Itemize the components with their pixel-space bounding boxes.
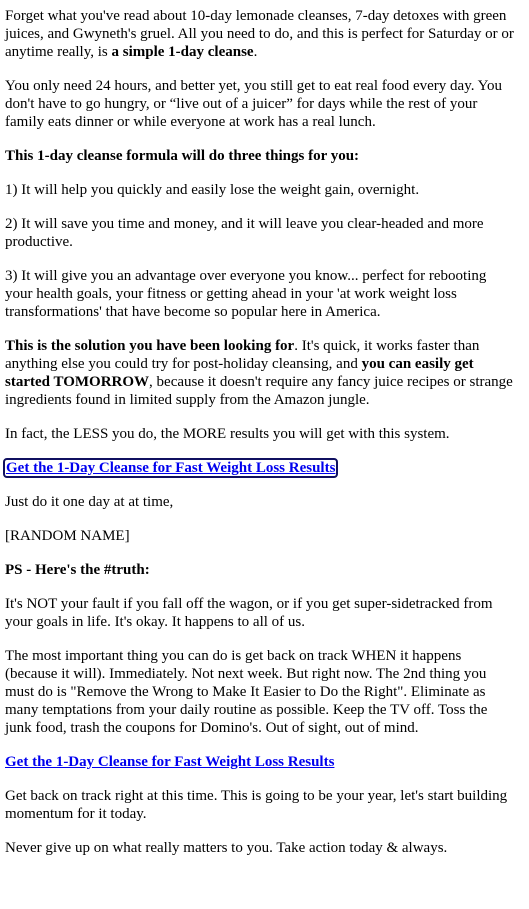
solution-text-1: . It's quick, it works faster than anything else you could try for post-holiday cleansing, and [5, 338, 480, 372]
intro-paragraph [5, 7, 514, 61]
ps-heading [5, 561, 514, 579]
benefits-heading-text: This 1-day cleanse formula will do three things for you: [5, 148, 360, 164]
ps-heading-text: PS - Here's the #truth: [5, 562, 150, 578]
intro-emphasis: a simple 1-day cleanse [111, 44, 254, 60]
never-give-up-paragraph: Never give up on what really matters to you. Take action today & always. [5, 840, 448, 856]
solution-text-2: , because it doesn't require any fancy juice recipes or strange ingredients found in limited supply from the Amazon jungle. [5, 374, 513, 408]
solution-paragraph [5, 337, 514, 409]
back-on-track-paragraph: Get back on track right at this time. This is going to be your year, let's start building momentum for it today. [5, 788, 508, 822]
benefit-3: 3) It will give you an advantage over everyone you know... perfect for rebooting your health goals, your fitness or getting ahead in your 'at work weight loss transformations' that have become so popular here in America. [5, 268, 487, 320]
benefits-heading [5, 147, 514, 165]
intro-period: . [253, 44, 258, 60]
one-day-paragraph: Just do it one day at at time, [5, 494, 174, 510]
ps-paragraph-1: It's NOT your fault if you fall off the wagon, or if you get super-sidetracked from your goals in life. It's okay. It happens to all of us. [5, 596, 493, 630]
cta-link-2[interactable]: Get the 1-Day Cleanse for Fast Weight Loss Results [5, 754, 335, 770]
cta-link-1[interactable]: Get the 1-Day Cleanse for Fast Weight Loss Results [6, 460, 336, 476]
signature: [RANDOM NAME] [5, 528, 130, 544]
solution-bold-1: This is the solution you have been looking for [5, 338, 295, 354]
real-food-paragraph: You only need 24 hours, and better yet, you still get to eat real food every day. You don't have to go hungry, or “live out of a juicer” for days while the rest of your family eats dinner or while everyone at work has a real lunch. [5, 78, 502, 130]
benefit-2: 2) It will save you time and money, and it will leave you clear-headed and more productive. [5, 216, 484, 250]
less-more-paragraph: In fact, the LESS you do, the MORE results you will get with this system. [5, 426, 450, 442]
intro-text: Forget what you've read about 10-day lemonade cleanses, 7-day detoxes with green juices, and Gwyneth's gruel. All you need to do, and this is perfect for Saturday or or anytime really, is [5, 8, 514, 60]
email-body [0, 7, 529, 857]
solution-bold-2: you can easily get started TOMORROW [5, 356, 474, 390]
cta-paragraph-2 [5, 753, 514, 771]
benefit-1: 1) It will help you quickly and easily lose the weight gain, overnight. [5, 182, 420, 198]
cta-paragraph-1 [5, 459, 514, 477]
ps-paragraph-2: The most important thing you can do is get back on track WHEN it happens (because it will). Immediately. Not next week. But right now. The 2nd thing you must do is "Remove the Wrong to Make It Easier to Do the Right". Eliminate as many temptations from your daily routine as possible. Keep the TV off. Toss the junk food, trash the coupons for Domino's. Out of sight, out of mind. [5, 648, 488, 736]
